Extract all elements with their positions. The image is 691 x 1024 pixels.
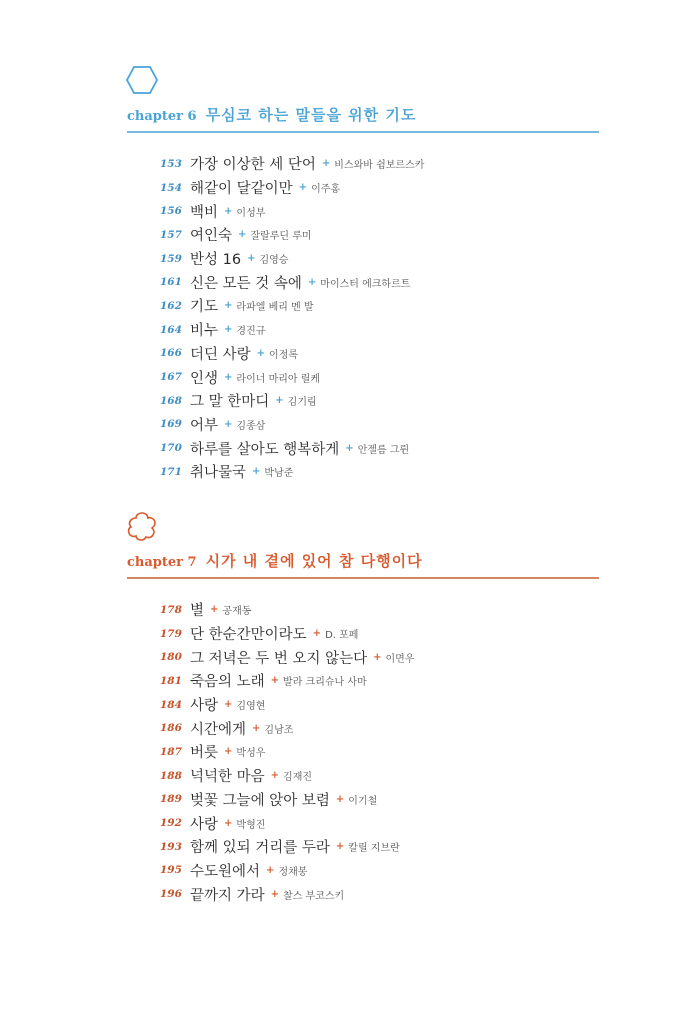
poet-name: D. 포페 xyxy=(325,630,359,642)
poem-title: 비누 xyxy=(190,323,219,340)
page-number: 164 xyxy=(160,323,182,336)
poet-name: 김기림 xyxy=(287,397,317,409)
poet-name: 박남준 xyxy=(264,468,294,480)
poet-name: 이성부 xyxy=(236,207,266,219)
separator-mark: + xyxy=(335,793,345,805)
page-number: 157 xyxy=(160,228,182,241)
poem-title: 신은 모든 것 속에 xyxy=(190,275,302,292)
poem-title: 가장 이상한 세 단어 xyxy=(190,157,316,174)
separator-mark: + xyxy=(270,770,280,782)
poem-title: 끝까지 가라 xyxy=(190,887,265,904)
poem-title: 시간에게 xyxy=(190,721,247,738)
page-number: 195 xyxy=(160,864,182,877)
separator-mark: + xyxy=(224,371,233,383)
page-number: 186 xyxy=(160,722,182,735)
separator-mark: + xyxy=(252,722,261,734)
page-number: 153 xyxy=(160,157,182,170)
chapter-title: 시가 내 곁에 있어 참 다행이다 xyxy=(205,552,423,570)
toc-entry[interactable] xyxy=(160,811,415,835)
toc-entry[interactable] xyxy=(160,622,415,646)
page-number: 179 xyxy=(160,627,182,640)
poet-name: 김영승 xyxy=(259,255,289,267)
separator-mark: + xyxy=(321,158,331,170)
toc-entry[interactable] xyxy=(160,389,424,413)
toc-entry[interactable] xyxy=(160,270,424,294)
page-number: 171 xyxy=(160,465,182,478)
separator-mark: + xyxy=(224,817,233,829)
toc-entry[interactable] xyxy=(160,152,424,176)
chapter-title: 무심코 하는 말들을 위한 기도 xyxy=(205,106,417,124)
page-number: 193 xyxy=(160,840,182,853)
separator-mark: + xyxy=(247,253,256,265)
poet-name: 공재동 xyxy=(222,606,252,618)
poem-title: 여인숙 xyxy=(190,228,233,245)
page-number: 168 xyxy=(160,394,182,407)
poet-name: 찰스 부코스키 xyxy=(283,890,345,902)
flower-outline-icon xyxy=(124,508,160,544)
separator-mark: + xyxy=(224,746,233,758)
poem-title: 버릇 xyxy=(190,745,219,762)
poem-title: 수도원에서 xyxy=(190,863,261,880)
poet-name: 정채봉 xyxy=(278,866,308,878)
page-number: 188 xyxy=(160,769,182,782)
page-number: 154 xyxy=(160,181,182,194)
toc-entry[interactable] xyxy=(160,740,415,764)
poet-name: 비스와바 쉼보르스카 xyxy=(334,160,425,172)
toc-entry[interactable] xyxy=(160,318,424,342)
poet-name: 김종삼 xyxy=(236,420,266,432)
page-number: 159 xyxy=(160,252,182,265)
poet-name: 김재진 xyxy=(283,772,313,784)
separator-mark: + xyxy=(345,442,354,454)
poet-name: 박형진 xyxy=(236,819,266,831)
chapter-7-heading xyxy=(127,550,423,571)
chapter-label: chapter 7 xyxy=(127,555,197,570)
separator-mark: + xyxy=(335,841,345,853)
poem-title: 죽음의 노래 xyxy=(190,674,265,691)
poem-title: 사랑 xyxy=(190,816,219,833)
chapter-6-heading xyxy=(127,104,416,125)
separator-mark: + xyxy=(307,276,317,288)
page-number: 166 xyxy=(160,347,182,360)
page-number: 196 xyxy=(160,888,182,901)
hexagon-outline-icon xyxy=(124,62,160,98)
toc-entry[interactable] xyxy=(160,716,415,740)
chapter-label: chapter 6 xyxy=(127,109,197,124)
poet-name: 이기철 xyxy=(348,795,378,807)
poet-name: 이면우 xyxy=(385,653,415,665)
page-number: 184 xyxy=(160,698,182,711)
poem-title: 넉넉한 마음 xyxy=(190,769,265,786)
poet-name: 마이스터 에크하르트 xyxy=(320,278,411,290)
poet-name: 칼릴 지브란 xyxy=(348,843,400,855)
separator-mark: + xyxy=(224,699,233,711)
separator-mark: + xyxy=(270,675,280,687)
poem-title: 벚꽃 그늘에 앉아 보렴 xyxy=(190,792,330,809)
toc-entry[interactable] xyxy=(160,764,415,788)
toc-entry[interactable] xyxy=(160,294,424,318)
page-number: 192 xyxy=(160,817,182,830)
poem-title: 더딘 사랑 xyxy=(190,346,251,363)
toc-entry[interactable] xyxy=(160,223,424,247)
separator-mark: + xyxy=(224,418,233,430)
poem-title: 함께 있되 거리를 두라 xyxy=(190,840,330,857)
toc-entry[interactable] xyxy=(160,413,424,437)
poet-name: 김남조 xyxy=(264,724,294,736)
poem-title: 어부 xyxy=(190,417,219,434)
page-number: 170 xyxy=(160,442,182,455)
poem-title: 하루를 살아도 행복하게 xyxy=(190,441,340,458)
separator-mark: + xyxy=(312,628,322,640)
poem-title: 반성 16 xyxy=(190,252,242,269)
page-number: 189 xyxy=(160,793,182,806)
toc-entry[interactable] xyxy=(160,176,424,200)
poet-name: 라이너 마리아 릴케 xyxy=(236,373,321,385)
separator-mark: + xyxy=(252,466,261,478)
poem-title: 백비 xyxy=(190,204,219,221)
poet-name: 발라 크리슈나 사마 xyxy=(283,677,367,689)
separator-mark: + xyxy=(373,651,382,663)
toc-entry[interactable] xyxy=(160,598,415,622)
separator-mark: + xyxy=(266,864,275,876)
poet-name: 박성우 xyxy=(236,748,266,760)
poem-title: 단 한순간만이라도 xyxy=(190,627,307,644)
toc-entry[interactable] xyxy=(160,693,415,717)
page-number: 167 xyxy=(160,371,182,384)
separator-mark: + xyxy=(298,182,308,194)
separator-mark: + xyxy=(270,888,280,900)
separator-mark: + xyxy=(256,347,266,359)
toc-entry[interactable] xyxy=(160,436,424,460)
page-number: 169 xyxy=(160,418,182,431)
page-number: 161 xyxy=(160,276,182,289)
toc-entry[interactable] xyxy=(160,460,424,484)
poem-title: 별 xyxy=(190,603,205,620)
poem-title: 해같이 달같이만 xyxy=(190,181,293,198)
chapter-divider xyxy=(127,577,599,579)
page-number: 178 xyxy=(160,603,182,616)
toc-entry[interactable] xyxy=(160,342,424,366)
separator-mark: + xyxy=(224,205,233,217)
poem-title: 그 저녁은 두 번 오지 않는다 xyxy=(190,650,368,667)
toc-entry[interactable] xyxy=(160,669,415,693)
chapter-6-toc xyxy=(160,152,424,484)
toc-entry[interactable] xyxy=(160,365,424,389)
page-number: 156 xyxy=(160,205,182,218)
poem-title: 인생 xyxy=(190,370,219,387)
separator-mark: + xyxy=(275,395,284,407)
toc-entry[interactable] xyxy=(160,835,415,859)
poet-name: 이정록 xyxy=(269,349,299,361)
poet-name: 안젤름 그륀 xyxy=(357,444,410,456)
separator-mark: + xyxy=(238,229,247,241)
toc-entry[interactable] xyxy=(160,247,424,271)
page-number: 180 xyxy=(160,651,182,664)
chapter-7-toc xyxy=(160,598,415,906)
poet-name: 라파엘 베리 멘 발 xyxy=(236,302,314,314)
toc-entry[interactable] xyxy=(160,859,415,883)
toc-entry[interactable] xyxy=(160,645,415,669)
chapter-divider xyxy=(127,131,599,133)
poem-title: 기도 xyxy=(190,299,219,316)
toc-entry[interactable] xyxy=(160,199,424,223)
poet-name: 잘랄루딘 루미 xyxy=(250,231,312,243)
page-number: 181 xyxy=(160,674,182,687)
toc-entry[interactable] xyxy=(160,882,415,906)
poet-name: 김영현 xyxy=(236,701,266,713)
separator-mark: + xyxy=(224,324,233,336)
separator-mark: + xyxy=(224,300,233,312)
poem-title: 사랑 xyxy=(190,698,219,715)
toc-entry[interactable] xyxy=(160,788,415,812)
poet-name: 경진규 xyxy=(236,326,266,338)
poet-name: 이주홍 xyxy=(311,184,341,196)
poem-title: 취나물국 xyxy=(190,465,247,482)
page-number: 187 xyxy=(160,745,182,758)
separator-mark: + xyxy=(210,604,219,616)
poem-title: 그 말 한마디 xyxy=(190,394,270,411)
page-number: 162 xyxy=(160,299,182,312)
